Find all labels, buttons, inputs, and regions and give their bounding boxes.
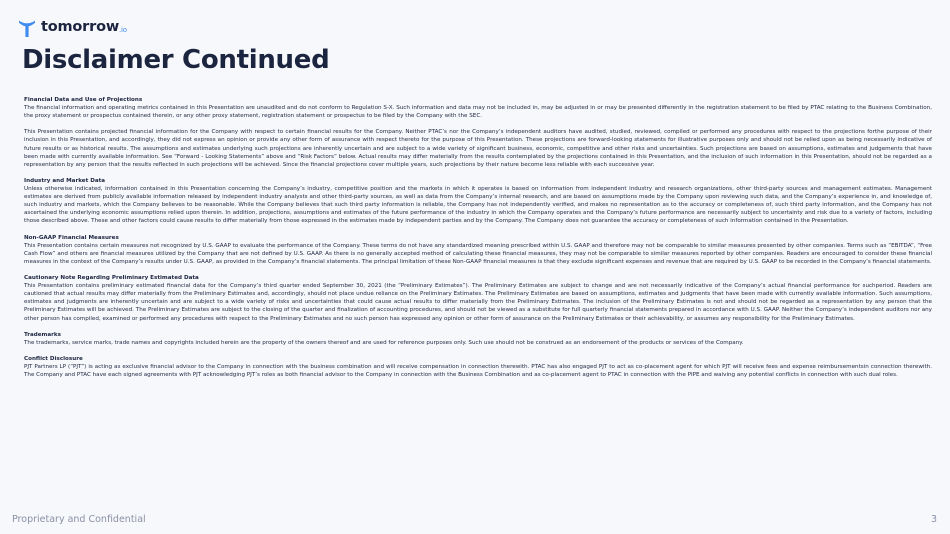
section-heading: Cautionary Note Regarding Preliminary Estimated Data — [24, 275, 199, 282]
section-financial-data — [24, 96, 932, 169]
section-paragraph: This Presentation contains projected financial information for the Company with respect to certain financial results for the Company. Neither PTAC’s nor the Company’s independent auditors have audited, studied, reviewed, compiled or performed any procedures with respect to the projections forthe purpose of their inclusion in this Presentation, and accordingly, they did not express an opinion or provide any other form of assurance with respect thereto for the purpose of this Presentation. These projections are forward-looking statements for illustrative purposes only and should not be relied upon as being necessarily indicative of future results or as historical results. The assumptions and estimates underlying such projections are inherently uncertain and are subject to a wide variety of significant business, economic, competitive and other risks and uncertainties. Such projections are based on assumptions, estimates and judgements that have been made with currently available information. See “Forward - Looking Statements” above and “Risk Factors” below. Actual results may differ materially from the results contemplated by the projections contained in this Presentation, and the inclusion of such information in this Presentation, should not be regarded as a representation by any person that the results reflected in such projections will be achieved. Since the financial projections cover multiple years, such projections by their nature become less reliable with each successive year. — [24, 129, 932, 168]
footer-confidential-label: Proprietary and Confidential — [12, 514, 146, 525]
section-paragraph: Unless otherwise indicated, information contained in this Presentation concerning the Company’s industry, competitive position and the markets in which it operates is based on information from independent industry and research organizations, other third-party sources and management estimates. Management estimates are derived from publicly available information released by independent industry analysts and other third-party sources, as well as data from the Company’s internal research, and are based on assumptions made by the Company upon reviewing such data, and the Company’s experience in, and knowledge of, such industry and markets, which the Company believes to be reasonable. While the Company believes that such third party information is reliable, the Company has not independently verified, and makes no representation as to the accuracy or completeness of, such third party information, and the Company has not ascertained the underlying economic assumptions relied upon therein. In addition, projections, assumptions and estimates of the future performance of the industry in which the Company operates and the Company’s future performance are necessarily subject to uncertainty and risk due to a variety of factors, including those described above. These and other factors could cause results to differ materially from those expressed in the estimates made by independent parties and by the Company. The Company does not guarantee the accuracy or completeness of such information contained in the Presentation. — [24, 186, 932, 225]
section-heading: Non-GAAP Financial Measures — [24, 234, 119, 241]
brand-logo — [17, 16, 127, 38]
section-heading: Conflict Disclosure — [24, 356, 83, 362]
logo-wordmark-text: tomorrow — [41, 18, 120, 35]
disclaimer-body — [24, 96, 932, 387]
section-paragraph: PJT Partners LP (“PJT”) is acting as exclusive financial advisor to the Company in connection with the business combination and will receive compensation in connection therewith. PTAC has also engaged PJT to act as co-placement agent for which PJT will receive fees and expense reimbursementsin connection therewith. The Company and PTAC have each signed agreements with PJT acknowledging PJT’s roles as both financial advisor to the Company in connection with the Business Combination and as co-placement agent to PTAC in connection with the PIPE and waiving any potential conflicts in connection with such dual roles. — [24, 364, 932, 379]
logo-suffix: .io — [119, 25, 127, 34]
page-title: Disclaimer Continued — [22, 45, 330, 75]
logo-wordmark — [41, 20, 127, 35]
section-heading: Industry and Market Data — [24, 177, 106, 184]
section-paragraph: This Presentation contains certain measures not recognized by U.S. GAAP to evaluate the performance of the Company. These terms do not have any standardized meaning prescribed within U.S. GAAP and therefore may not be comparable to similar measures presented by other companies. Terms such as “EBITDA”, “Free Cash Flow” and others are financial measures utilized by the Company that are not defined by U.S. GAAP. As there is no generally accepted method of calculating these financial measures, they may not be comparable to similar measures reported by other companies. Readers are encouraged to consider these financial measures in the context of the Company’s results under U.S. GAAP, as provided in the Company’s financial statements. The principal limitation of these Non-GAAP financial measures is that they exclude significant expenses and revenue that are required by U.S. GAAP to be recorded in the Company’s financial statements. — [24, 242, 932, 265]
section-paragraph: This Presentation contains preliminary estimated financial data for the Company’s third quarter ended September 30, 2021 (the “Preliminary Estimates”). The Preliminary Estimates are subject to change and are not necessarily indicative of the Company’s actual financial performance for suchperiod. Readers are cautioned that actual results may differ materially from the Preliminary Estimates and, accordingly, should not place undue reliance on the Preliminary Estimates. The Preliminary Estimates are based on assumptions, estimates and judgments that have been made with currently available information. Such assumptions, estimates and judgments are inherently uncertain and are subject to a wide variety of risks and uncertainties that could cause actual results to differ materially from the Preliminary Estimates. The inclusion of the Preliminary Estimates is not and should not be regarded as a representation by any person that the Preliminary Estimates will be achieved. The Preliminary Estimates are subject to the closing of the quarter and finalization of accounting procedures, and should not be viewed as a substitute for full quarterly financial statements prepared in accordance with U.S. GAAP. Neither the Company’s independent auditors nor any other person has compiled, examined or performed any procedures with respect to the Preliminary Estimates and no such person has expressed any opinion or other form of assurance on the Preliminary Estimates or their achievability, or assumes any responsibility for the Preliminary Estimates. — [24, 283, 932, 322]
tomorrow-logo-icon — [17, 16, 37, 38]
section-paragraph: The trademarks, service marks, trade names and copyrights included herein are the property of the owners thereof and are used for reference purposes only. Such use should not be construed as an endorsement of the products or services of the Company. — [24, 339, 744, 346]
section-conflict-disclosure — [24, 355, 932, 379]
page-number: 3 — [930, 514, 937, 525]
section-preliminary-estimates — [24, 274, 932, 323]
section-heading: Financial Data and Use of Projections — [24, 97, 143, 103]
section-non-gaap — [24, 234, 932, 266]
section-trademarks — [24, 331, 932, 347]
section-industry-market-data — [24, 177, 932, 226]
section-paragraph: The financial information and operating metrics contained in this Presentation are unaudited and do not conform to Regulation S-X. Such information and data may not be included in, may be adjusted in or may be presented differently in the registration statement to be filed by PTAC relating to the Business Combination, the proxy statement or prospectus contained therein, or any other proxy statement, registration statement or prospectus to be filed by the Company with the SEC. — [24, 105, 932, 120]
section-heading: Trademarks — [24, 331, 61, 338]
